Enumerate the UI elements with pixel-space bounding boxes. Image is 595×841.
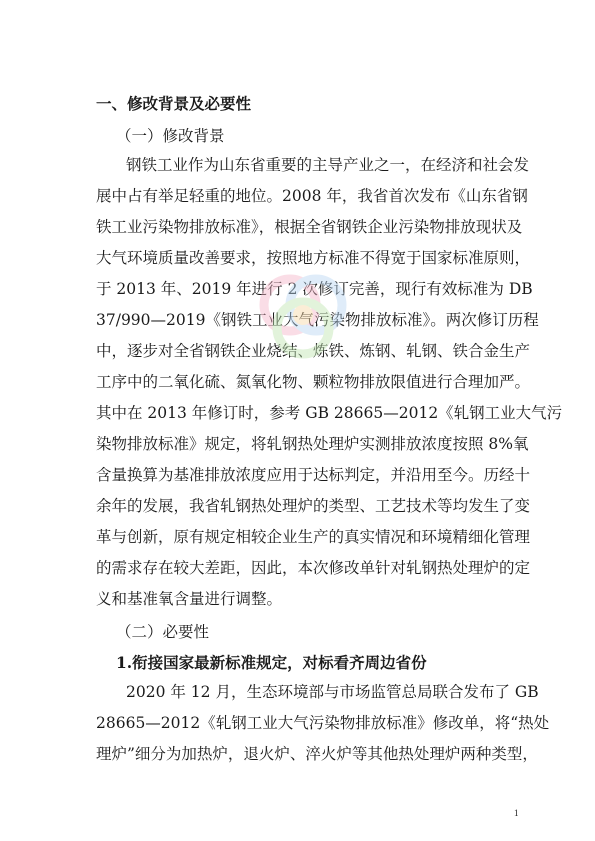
paragraph-line: 工序中的二氧化硫、氮氧化物、颗粒物排放限值进行合理加严。 bbox=[96, 373, 531, 391]
paragraph-line: 铁工业污染物排放标准》，根据全省钢铁企业污染物排放现状及 bbox=[96, 218, 523, 236]
paragraph-line: 2020 年 12 月，生态环境部与市场监管总局联合发布了 GB bbox=[126, 683, 539, 701]
section-title: 一、修改背景及必要性 bbox=[96, 95, 252, 113]
paragraph-line: 28665—2012《轧钢工业大气污染物排放标准》修改单，将“热处 bbox=[96, 714, 550, 732]
paragraph-line: 于 2013 年、2019 年进行 2 次修订完善，现行有效标准为 DB bbox=[96, 280, 533, 298]
paragraph-line: 中，逐步对全省钢铁企业烧结、炼铁、炼钢、轧钢、铁合金生产 bbox=[96, 342, 531, 360]
paragraph-line: 义和基准氧含量进行调整。 bbox=[96, 590, 283, 608]
paragraph-line: 理炉”细分为加热炉，退火炉、淬火炉等其他热处理炉两种类型， bbox=[96, 745, 538, 763]
point-title: 1.衔接国家最新标准规定，对标看齐周边省份 bbox=[116, 653, 427, 672]
paragraph-line: 其中在 2013 年修订时，参考 GB 28665—2012《轧钢工业大气污 bbox=[96, 404, 563, 422]
paragraph-line: 染物排放标准》规定，将轧钢热处理炉实测排放浓度按照 8%氧 bbox=[96, 435, 529, 453]
subsection-title-necessity: （二）必要性 bbox=[116, 623, 210, 641]
paragraph-line: 钢铁工业作为山东省重要的主导产业之一，在经济和社会发 bbox=[126, 156, 530, 174]
paragraph-line: 展中占有举足轻重的地位。2008 年，我省首次发布《山东省钢 bbox=[96, 187, 528, 205]
paragraph-line: 37/990—2019《钢铁工业大气污染物排放标准》。两次修订历程 bbox=[96, 311, 539, 329]
paragraph-line: 含量换算为基准排放浓度应用于达标判定，并沿用至今。历经十 bbox=[96, 466, 531, 484]
paragraph-line: 大气环境质量改善要求，按照地方标准不得宽于国家标准原则， bbox=[96, 249, 531, 267]
paragraph-line: 余年的发展，我省轧钢热处理炉的类型、工艺技术等均发生了变 bbox=[96, 497, 531, 515]
subsection-title-background: （一）修改背景 bbox=[116, 127, 225, 145]
page-number: 1 bbox=[514, 808, 519, 818]
watermark-logo-icon bbox=[250, 260, 360, 370]
paragraph-line: 的需求存在较大差距，因此，本次修改单针对轧钢热处理炉的定 bbox=[96, 559, 531, 577]
paragraph-line: 革与创新，原有规定相较企业生产的真实情况和环境精细化管理 bbox=[96, 528, 531, 546]
